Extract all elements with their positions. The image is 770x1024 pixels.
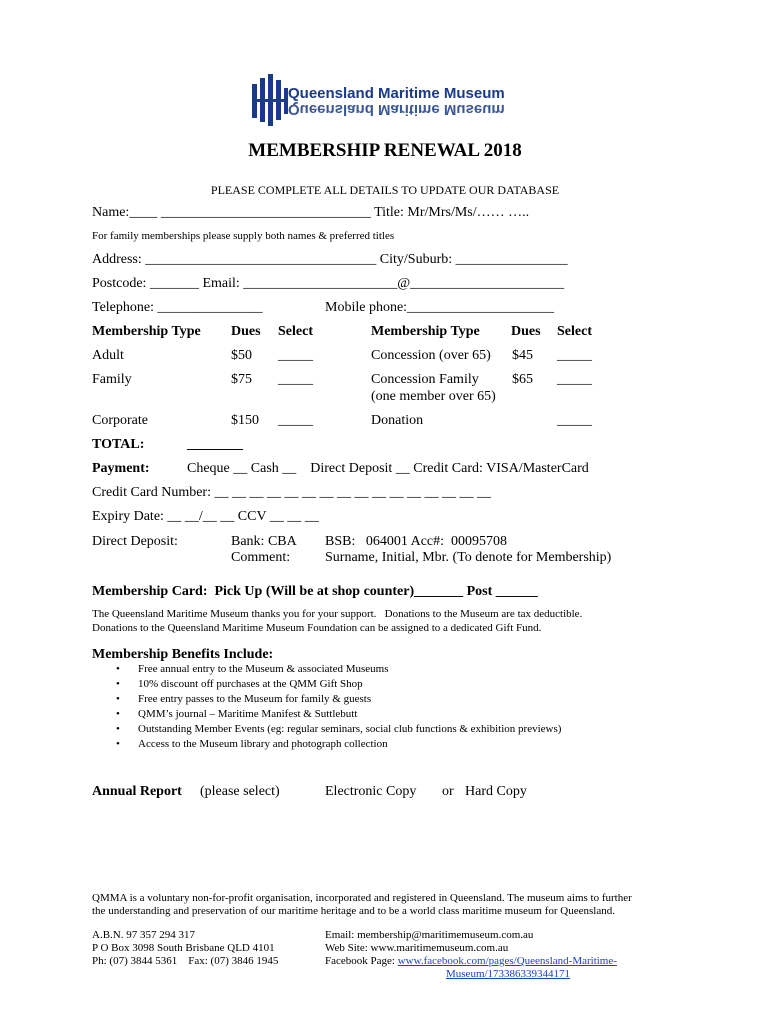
- footer-facebook: [325, 955, 617, 967]
- footer-email: Email: membership@maritimemuseum.com.au: [325, 929, 534, 941]
- logo-text: Queensland Maritime Museum: [288, 85, 505, 102]
- membership-concession-family-note: (one member over 65): [371, 389, 496, 404]
- about-line-1: QMMA is a voluntary non-for-profit organisation, incorporated and registered in Queensland. The museum aims to further: [92, 892, 632, 904]
- address-field[interactable]: Address: _________________________________ City/Suburb: ________________: [92, 252, 568, 267]
- bullet-icon: •: [116, 723, 120, 735]
- annual-report-or: or: [442, 784, 454, 799]
- membership-adult-select[interactable]: _____: [278, 348, 313, 363]
- footer-phone-fax: Ph: (07) 3844 5361 Fax: (07) 3846 1945: [92, 955, 279, 967]
- credit-card-number-field[interactable]: Credit Card Number: __ __ __ __ __ __ __ __ __ __ __ __ __ __ __ __: [92, 485, 491, 500]
- payment-label: Payment:: [92, 461, 150, 476]
- payment-options[interactable]: Cheque __ Cash __ Direct Deposit __ Credit Card: VISA/MasterCard: [187, 461, 589, 476]
- list-item: • 10% discount off purchases at the QMM Gift Shop: [116, 678, 363, 690]
- facebook-label: Facebook Page:: [325, 955, 398, 967]
- membership-concession-family-label: Concession Family: [371, 372, 479, 387]
- membership-corporate-select[interactable]: _____: [278, 413, 313, 428]
- membership-family-dues: $75: [231, 372, 252, 387]
- total-label: TOTAL:: [92, 437, 145, 452]
- electronic-copy-option[interactable]: Electronic Copy: [325, 784, 417, 799]
- comment-label: Comment:: [231, 550, 291, 565]
- header-select-left: Select: [278, 324, 313, 339]
- membership-adult-dues: $50: [231, 348, 252, 363]
- header-select-right: Select: [557, 324, 592, 339]
- footer-po-box: P O Box 3098 South Brisbane QLD 4101: [92, 942, 275, 954]
- page-title: MEMBERSHIP RENEWAL 2018: [248, 140, 522, 161]
- thanks-line-1: The Queensland Maritime Museum thanks you for your support. Donations to the Museum are tax deductible.: [92, 608, 583, 620]
- hard-copy-option[interactable]: Hard Copy: [465, 784, 527, 799]
- bullet-icon: •: [116, 738, 120, 750]
- about-line-2: the understanding and preservation of our maritime heritage and to be a world class maritime museum for Queensland.: [92, 905, 615, 917]
- name-field[interactable]: Name:____ ______________________________ Title: Mr/Mrs/Ms/…… …..: [92, 205, 530, 220]
- telephone-field[interactable]: Telephone: _______________: [92, 300, 263, 315]
- facebook-link[interactable]: www.facebook.com/pages/Queensland-Maritime-: [397, 955, 617, 967]
- membership-corporate-label: Corporate: [92, 413, 148, 428]
- footer-abn: A.B.N. 97 357 294 317: [92, 929, 195, 941]
- list-item: • Outstanding Member Events (eg: regular seminars, social club functions & exhibition previews): [116, 723, 562, 735]
- facebook-link-cont[interactable]: [446, 968, 570, 980]
- annual-report-hint: (please select): [200, 784, 280, 799]
- list-item: • QMM’s journal – Maritime Manifest & Suttlebutt: [116, 708, 358, 720]
- benefits-heading: Membership Benefits Include:: [92, 647, 274, 662]
- list-item: • Free entry passes to the Museum for family & guests: [116, 693, 372, 705]
- header-dues-right: Dues: [511, 324, 541, 339]
- bullet-icon: •: [116, 678, 120, 690]
- instruction-text: PLEASE COMPLETE ALL DETAILS TO UPDATE OUR DATABASE: [210, 183, 560, 197]
- bsb-account: BSB: 064001 Acc#: 00095708: [325, 534, 508, 549]
- membership-concession-dues: $45: [512, 348, 533, 363]
- direct-deposit-label: Direct Deposit:: [92, 534, 178, 549]
- facebook-link[interactable]: Museum/173386339344171: [446, 968, 571, 980]
- membership-donation-label: Donation: [371, 413, 424, 428]
- benefits-list: [92, 662, 561, 752]
- header-dues-left: Dues: [231, 324, 261, 339]
- list-item: • Free annual entry to the Museum & associated Museums: [116, 663, 389, 675]
- comment-text: Surname, Initial, Mbr. (To denote for Membership): [325, 550, 612, 565]
- thanks-line-2: Donations to the Queensland Maritime Museum Foundation can be assigned to a dedicated Gift Fund.: [92, 622, 542, 634]
- membership-concession-family-select[interactable]: _____: [557, 372, 592, 387]
- logo-text-reflection: Queensland Maritime Museum: [288, 101, 505, 118]
- bank-name: Bank: CBA: [231, 534, 297, 549]
- bullet-icon: •: [116, 708, 120, 720]
- membership-concession-label: Concession (over 65): [371, 348, 491, 363]
- expiry-ccv-field[interactable]: Expiry Date: __ __/__ __ CCV __ __ __: [92, 509, 319, 524]
- bullet-icon: •: [116, 663, 120, 675]
- membership-family-select[interactable]: _____: [278, 372, 313, 387]
- annual-report-label: Annual Report: [92, 784, 182, 799]
- footer-website: Web Site: www.maritimemuseum.com.au: [325, 942, 509, 954]
- header-membership-type-left: Membership Type: [92, 324, 201, 339]
- total-field[interactable]: ________: [187, 437, 243, 452]
- family-note: For family memberships please supply both names & preferred titles: [92, 230, 395, 242]
- membership-card-option[interactable]: Membership Card: Pick Up (Will be at shop counter)_______ Post ______: [92, 584, 538, 599]
- membership-concession-select[interactable]: _____: [557, 348, 592, 363]
- postcode-email-field[interactable]: Postcode: _______ Email: ______________________@______________________: [92, 276, 565, 291]
- membership-adult-label: Adult: [92, 348, 124, 363]
- header-membership-type-right: Membership Type: [371, 324, 480, 339]
- membership-corporate-dues: $150: [231, 413, 259, 428]
- membership-family-label: Family: [92, 372, 132, 387]
- membership-concession-family-dues: $65: [512, 372, 533, 387]
- list-item: • Access to the Museum library and photograph collection: [116, 738, 388, 750]
- bullet-icon: •: [116, 693, 120, 705]
- mobile-field[interactable]: Mobile phone:_____________________: [325, 300, 555, 315]
- membership-donation-select[interactable]: _____: [557, 413, 592, 428]
